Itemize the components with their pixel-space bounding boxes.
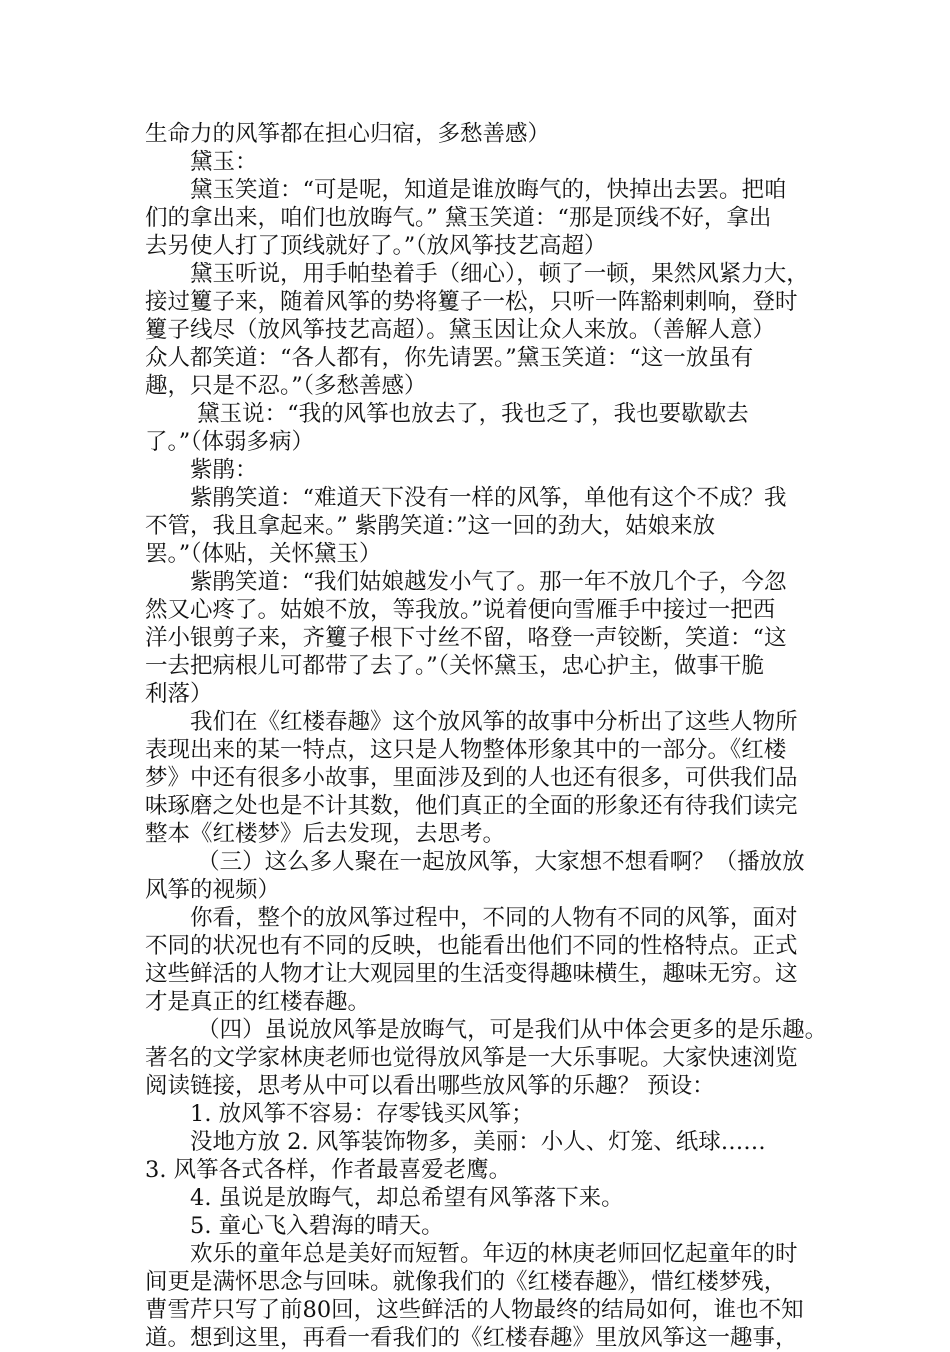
text-line: 间更是满怀思念与回味。就像我们的《红楼春趣》，惜红楼梦残，	[145, 1269, 787, 1295]
text-line: 罢。”（体贴，关怀黛玉）	[145, 541, 382, 567]
text-line: （三）这么多人聚在一起放风筝，大家想不想看啊？（播放放	[145, 849, 805, 875]
text-line: 这些鲜活的人物才让大观园里的生活变得趣味横生，趣味无穷。这	[145, 961, 798, 987]
text-line: 紫鹃：	[145, 457, 258, 483]
text-line: 接过籰子来，随着风筝的势将籰子一松，只听一阵豁剌剌响，登时	[145, 289, 798, 315]
text-line: 黛玉：	[145, 149, 258, 175]
text-line: 不管，我且拿起来。” 紫鹃笑道：”这一回的劲大，姑娘来放	[145, 513, 716, 539]
text-line: 味琢磨之处也是不计其数，他们真正的全面的形象还有待我们读完	[145, 793, 798, 819]
text-line: 然又心疼了。姑娘不放，等我放。”说着便向雪雁手中接过一把西	[145, 597, 776, 623]
text-line: 4. 虽说是放晦气，却总希望有风筝落下来。	[145, 1185, 624, 1211]
text-line: 表现出来的某一特点，这只是人物整体形象其中的一部分。《红楼	[145, 737, 787, 763]
text-line: 紫鹃笑道：“我们姑娘越发小气了。那一年不放几个子，今忽	[145, 569, 787, 595]
text-line: 才是真正的红楼春趣。	[145, 989, 371, 1015]
document-body	[145, 120, 835, 1352]
text-line: （四）虽说放风筝是放晦气，可是我们从中体会更多的是乐趣。	[145, 1017, 828, 1043]
text-line: 黛玉说：“我的风筝也放去了，我也乏了，我也要歇歇去	[145, 401, 749, 427]
text-line: 利落）	[145, 681, 213, 707]
text-line: 们的拿出来，咱们也放晦气。” 黛玉笑道：“那是顶线不好，拿出	[145, 205, 772, 231]
text-line: 没地方放 2. 风筝装饰物多，美丽：小人、灯笼、纸球……	[145, 1129, 766, 1155]
text-line: 众人都笑道：“各人都有，你先请罢。”黛玉笑道：“这一放虽有	[145, 345, 754, 371]
text-line: 道。想到这里，再看一看我们的《红楼春趣》里放风筝这一趣事，	[145, 1325, 798, 1351]
text-line: 趣，只是不忍。”（多愁善感）	[145, 373, 427, 399]
text-line: 欢乐的童年总是美好而短暂。年迈的林庚老师回忆起童年的时	[145, 1241, 798, 1267]
text-line: 生命力的风筝都在担心归宿，多愁善感）	[145, 121, 551, 147]
text-line: 我们在《红楼春趣》这个放风筝的故事中分析出了这些人物所	[145, 709, 798, 735]
text-line: 去另使人打了顶线就好了。”（放风筝技艺高超）	[145, 233, 607, 259]
text-line: 紫鹃笑道：“难道天下没有一样的风筝，单他有这个不成？我	[145, 485, 787, 511]
text-line: 5. 童心飞入碧海的晴天。	[145, 1213, 444, 1239]
text-line: 了。”（体弱多病）	[145, 429, 315, 455]
text-line: 1. 放风筝不容易：存零钱买风筝；	[145, 1101, 534, 1127]
text-line: 一去把病根儿可都带了去了。”（关怀黛玉，忠心护主，做事干脆	[145, 653, 765, 679]
text-line: 梦》中还有很多小故事，里面涉及到的人也还有很多，可供我们品	[145, 765, 798, 791]
text-line: 黛玉听说，用手帕垫着手（细心），顿了一顿，果然风紧力大，	[145, 261, 809, 287]
text-line: 曹雪芹只写了前80回，这些鲜活的人物最终的结局如何，谁也不知	[145, 1297, 804, 1323]
text-line: 风筝的视频）	[145, 877, 281, 903]
text-line: 阅读链接，思考从中可以看出哪些放风筝的乐趣？ 预设：	[145, 1073, 715, 1099]
text-line: 黛玉笑道：“可是呢，知道是谁放晦气的，快掉出去罢。把咱	[145, 177, 787, 203]
text-line: 著名的文学家林庚老师也觉得放风筝是一大乐事呢。大家快速浏览	[145, 1045, 798, 1071]
text-line: 整本《红楼梦》后去发现，去思考。	[145, 821, 506, 847]
text-line: 不同的状况也有不同的反映，也能看出他们不同的性格特点。正式	[145, 933, 798, 959]
text-line: 你看，整个的放风筝过程中，不同的人物有不同的风筝，面对	[145, 905, 798, 931]
text-line: 洋小银剪子来，齐籰子根下寸丝不留，咯登一声铰断，笑道：“这	[145, 625, 787, 651]
text-line: 籰子线尽（放风筝技艺高超）。黛玉因让众人来放。（善解人意）	[145, 317, 776, 343]
text-line: 3. 风筝各式各样，作者最喜爱老鹰。	[145, 1157, 512, 1183]
